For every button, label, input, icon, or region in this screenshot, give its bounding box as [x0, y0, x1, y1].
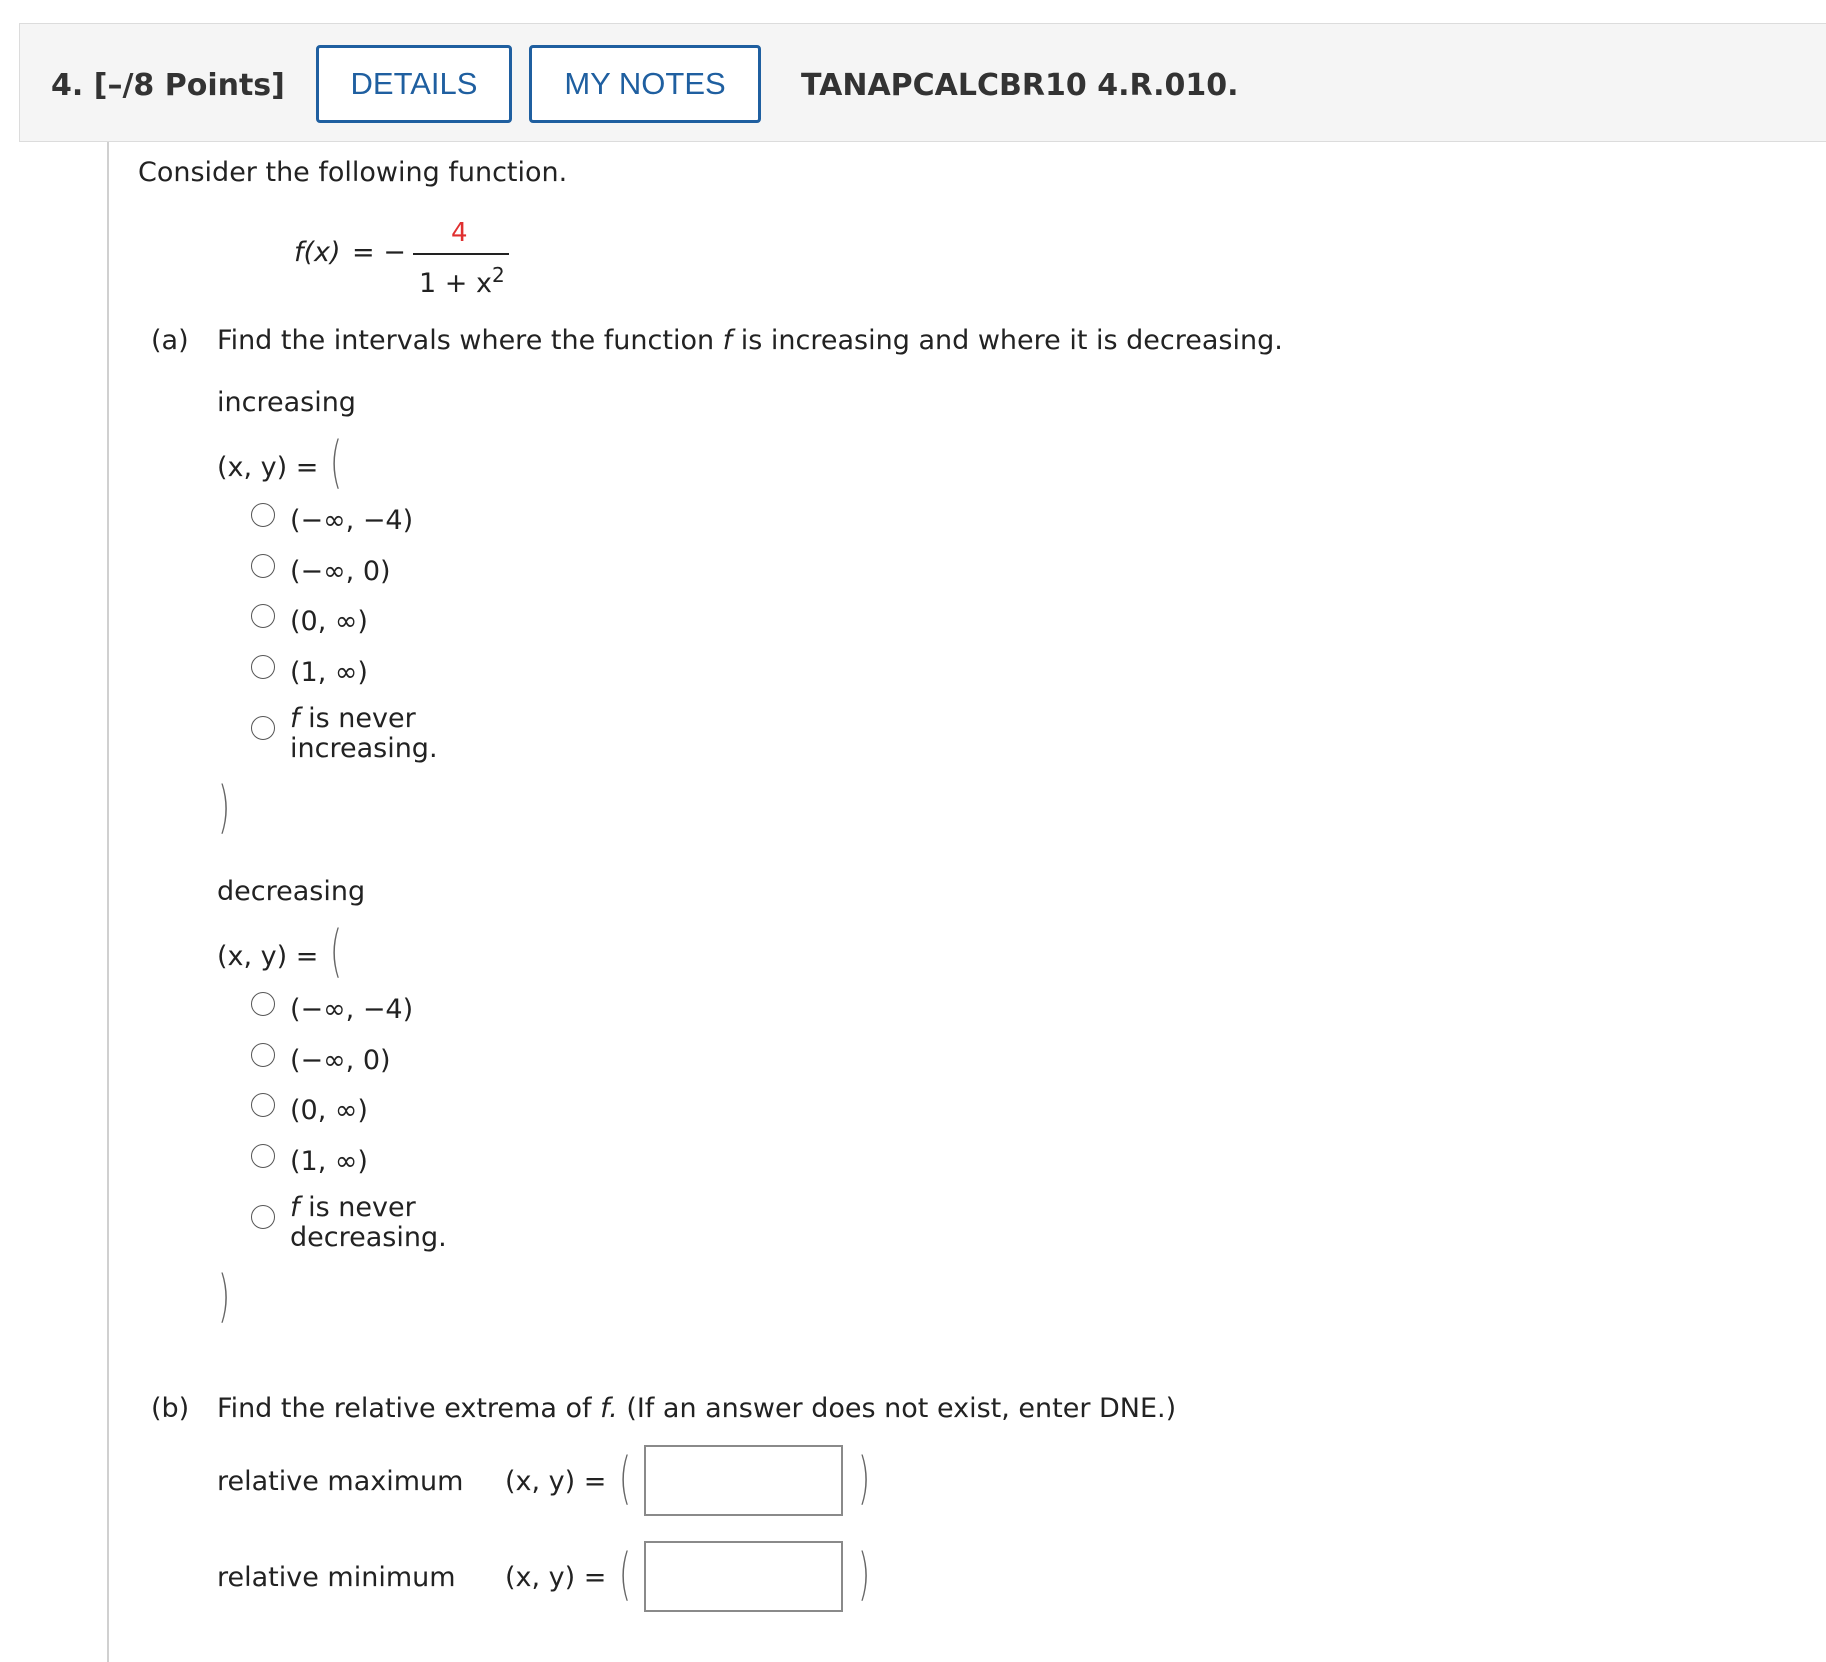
- decreasing-lhs: (x, y) =: [217, 941, 319, 972]
- increasing-option-label: (1, ∞): [290, 657, 368, 688]
- relative-minimum-input[interactable]: [644, 1541, 843, 1612]
- my-notes-button[interactable]: MY NOTES: [529, 45, 761, 123]
- increasing-option-radio[interactable]: [251, 503, 275, 527]
- relative-minimum-label: relative minimum: [217, 1562, 456, 1593]
- relative-maximum-input[interactable]: [644, 1445, 843, 1516]
- function-denominator: $1 + x^2$: [419, 263, 505, 299]
- problem-code: TANAPCALCBR10 4.R.010.: [801, 68, 1239, 103]
- decreasing-never-line1: f is never: [290, 1192, 416, 1223]
- decreasing-option-label: (1, ∞): [290, 1146, 368, 1177]
- decreasing-option-radio[interactable]: [251, 1144, 275, 1168]
- increasing-option-label: (−∞, −4): [290, 505, 414, 536]
- relative-minimum-lhs: (x, y) =: [505, 1562, 607, 1593]
- part-b-prompt: Find the relative extrema of f. (If an answer does not exist, enter DNE.): [217, 1393, 1177, 1424]
- decreasing-close-paren: ): [218, 1264, 231, 1329]
- part-b-label: (b): [151, 1393, 190, 1424]
- increasing-title: increasing: [217, 387, 356, 418]
- decreasing-never-line2: decreasing.: [290, 1222, 447, 1253]
- question-header: [19, 23, 1826, 142]
- decreasing-option-radio[interactable]: [251, 1093, 275, 1117]
- decreasing-open-paren: (: [330, 919, 343, 984]
- decreasing-option-label: (0, ∞): [290, 1095, 368, 1126]
- increasing-option-radio[interactable]: [251, 604, 275, 628]
- increasing-lhs: (x, y) =: [217, 452, 319, 483]
- part-a-label: (a): [151, 325, 189, 356]
- decreasing-option-label: (−∞, 0): [290, 1045, 391, 1076]
- increasing-option-radio[interactable]: [251, 655, 275, 679]
- increasing-never-line2: increasing.: [290, 733, 438, 764]
- decreasing-title: decreasing: [217, 876, 366, 907]
- increasing-option-label: (−∞, 0): [290, 556, 391, 587]
- decreasing-option-label: (−∞, −4): [290, 994, 414, 1025]
- decreasing-option-radio[interactable]: [251, 1043, 275, 1067]
- part-a-prompt: Find the intervals where the function f is increasing and where it is decreasing.: [217, 325, 1283, 356]
- question-body-rail: [107, 142, 109, 1662]
- increasing-never-line1: f is never: [290, 703, 416, 734]
- increasing-option-label: (0, ∞): [290, 606, 368, 637]
- increasing-close-paren: ): [218, 775, 231, 840]
- function-numerator: 4: [451, 218, 468, 248]
- increasing-open-paren: (: [330, 430, 343, 495]
- relative-minimum-close-paren: ): [858, 1542, 871, 1607]
- relative-maximum-close-paren: ): [858, 1446, 871, 1511]
- relative-minimum-open-paren: (: [619, 1542, 632, 1607]
- decreasing-never-radio[interactable]: [251, 1205, 275, 1229]
- details-button[interactable]: DETAILS: [316, 45, 512, 123]
- intro-text: Consider the following function.: [138, 157, 568, 188]
- increasing-never-radio[interactable]: [251, 716, 275, 740]
- fraction-bar: [413, 253, 509, 255]
- relative-maximum-label: relative maximum: [217, 1466, 464, 1497]
- decreasing-option-radio[interactable]: [251, 992, 275, 1016]
- relative-maximum-open-paren: (: [619, 1446, 632, 1511]
- increasing-option-radio[interactable]: [251, 554, 275, 578]
- function-equals-minus: = −: [352, 237, 406, 268]
- function-lhs: f(x): [294, 237, 341, 268]
- points-label: [–/8 Points]: [93, 68, 285, 103]
- question-number: 4. [–/8 Points]: [51, 68, 285, 103]
- relative-maximum-lhs: (x, y) =: [505, 1466, 607, 1497]
